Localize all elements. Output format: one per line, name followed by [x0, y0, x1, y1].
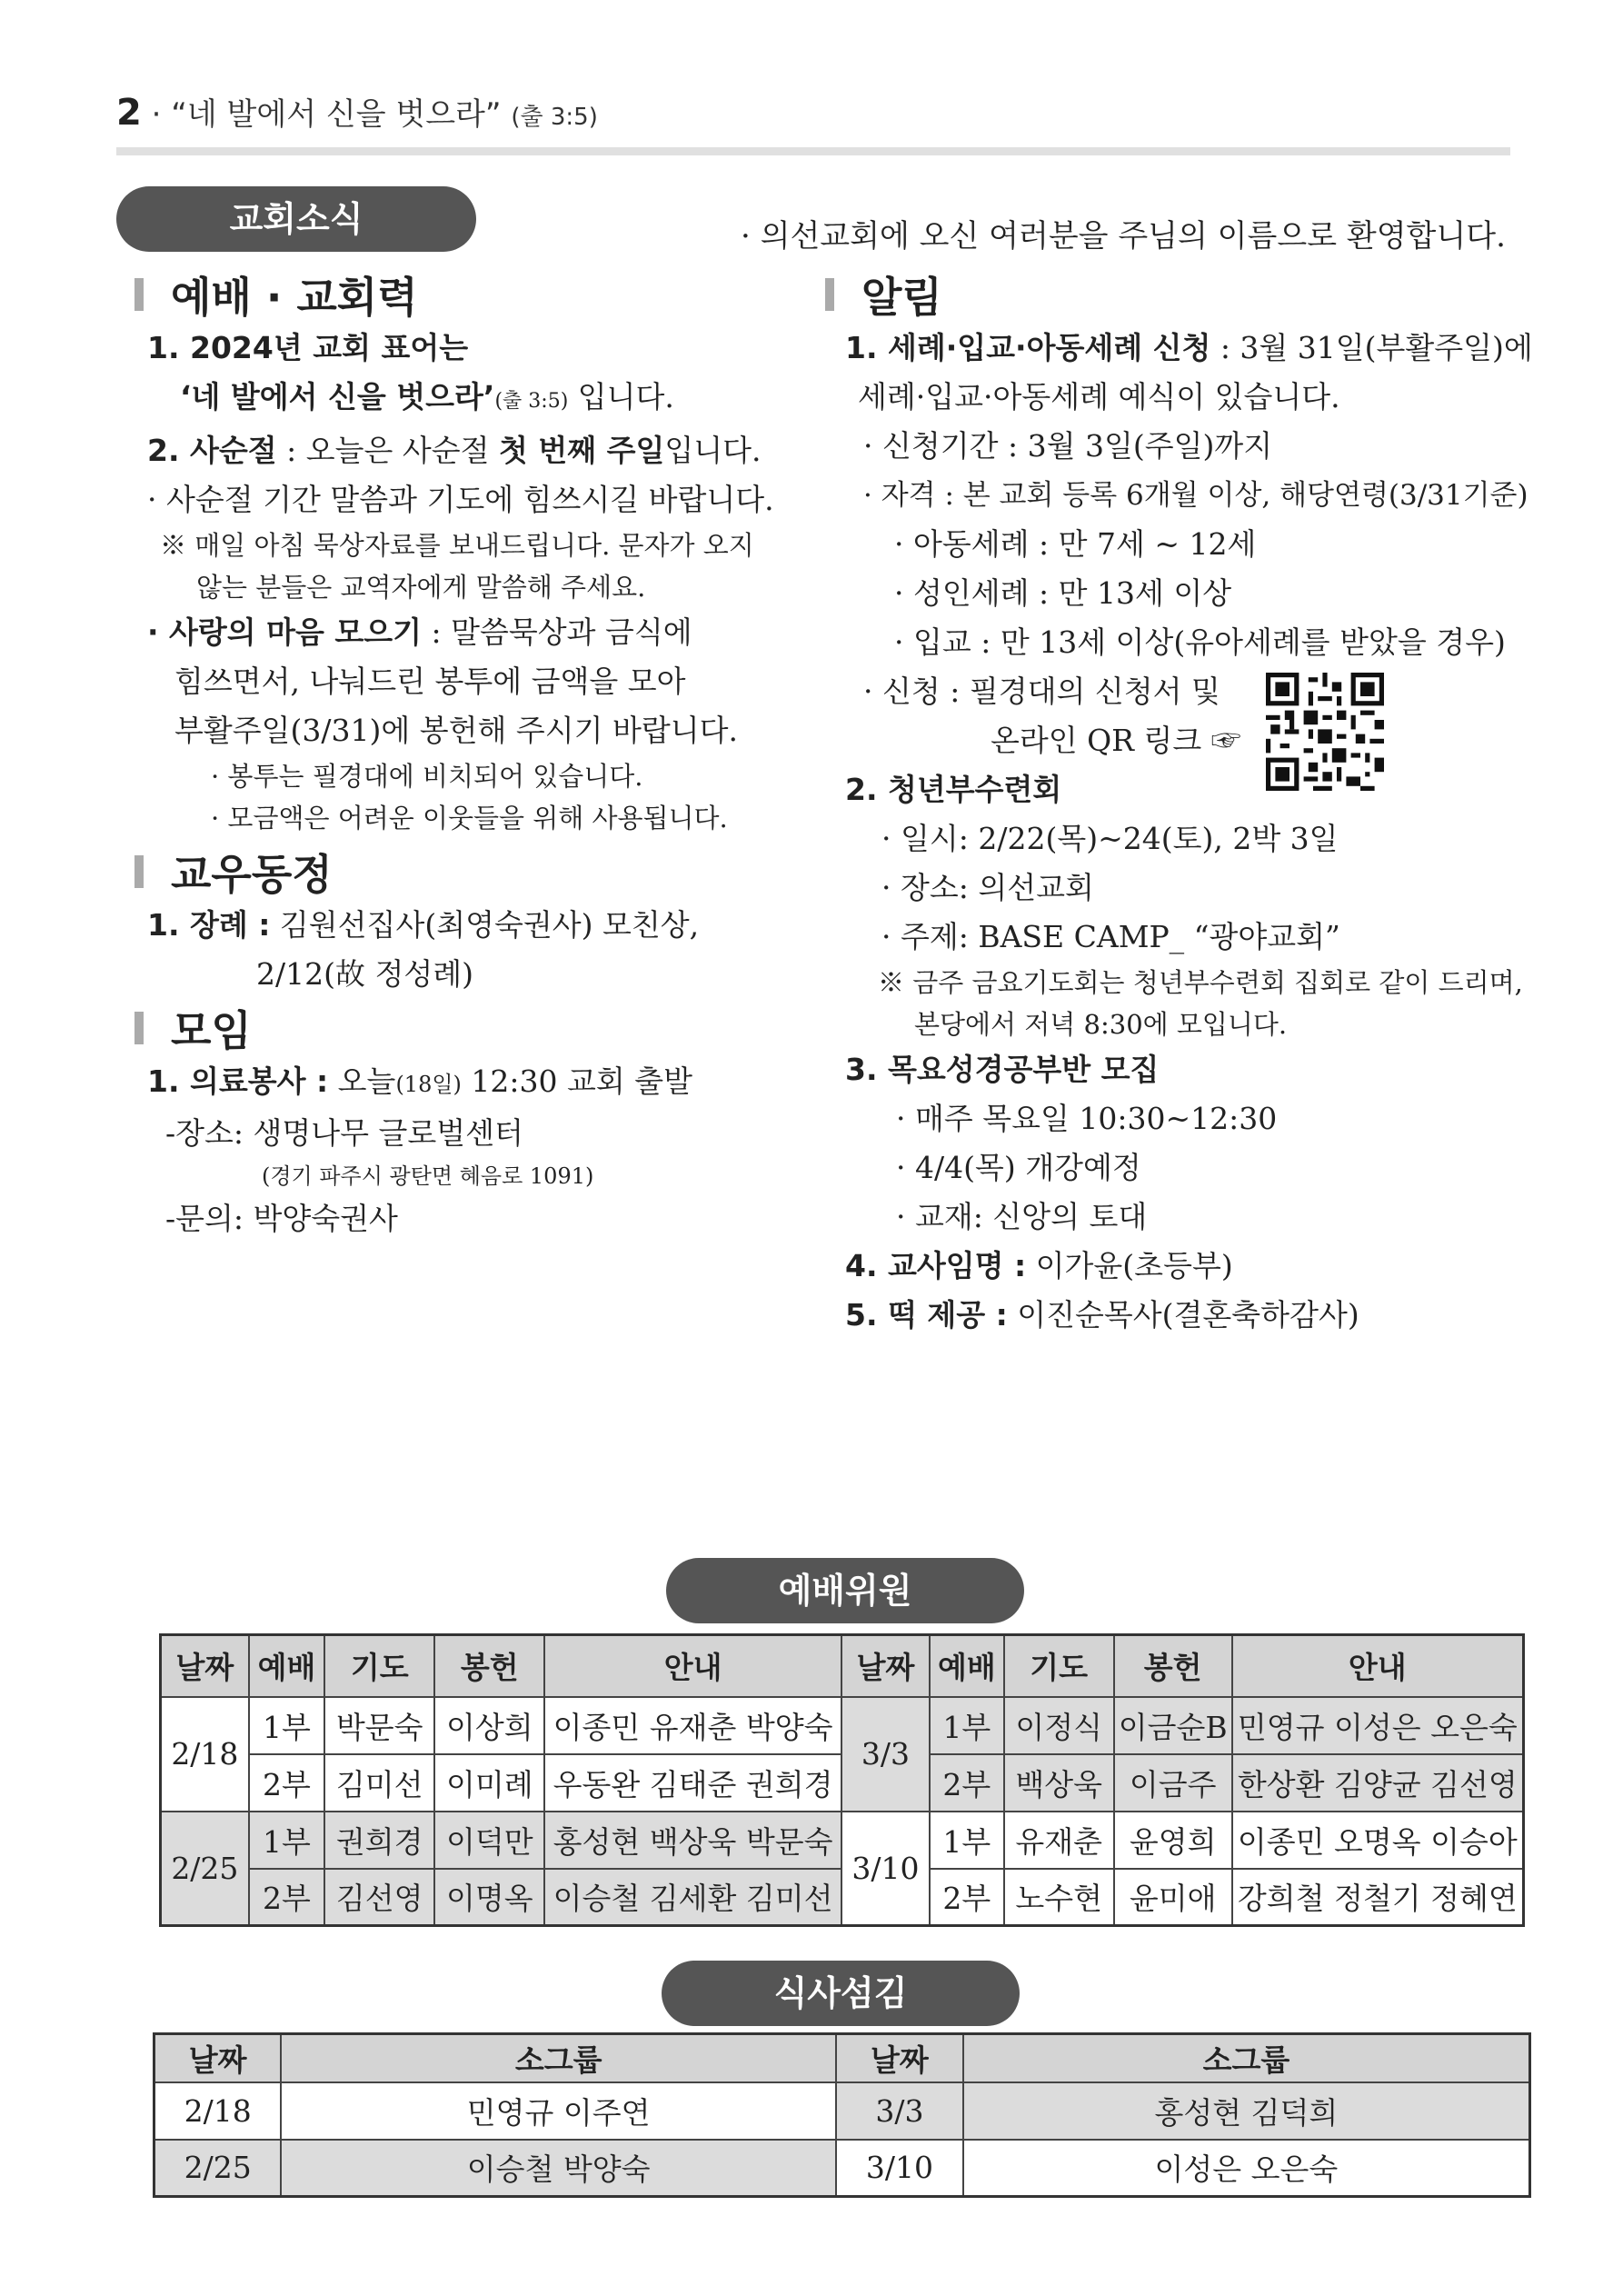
cell: 이성은 오은숙 [963, 2140, 1530, 2197]
cell: 한상환 김양균 김선영 [1232, 1754, 1524, 1812]
page-header [116, 89, 598, 134]
meeting-line: (경기 파주시 광탄면 혜음로 1091) [262, 1163, 594, 1189]
date-cell: 2/25 [154, 2140, 282, 2197]
table-row [161, 1697, 1524, 1754]
notice-line: ※ 금주 금요기도회는 청년부수련회 집회로 같이 드리며, [878, 967, 1523, 998]
notice-line: 4. 교사임명 : 이가윤(초등부) [845, 1248, 1233, 1283]
cell: 1부 [930, 1697, 1004, 1754]
notice-line: · 매주 목요일 10:30~12:30 [896, 1101, 1278, 1136]
worship-line: 힘쓰면서, 나눠드린 봉투에 금액을 모아 [174, 664, 686, 699]
cell: 홍성현 김덕희 [963, 2082, 1530, 2140]
header-cell: 소그룹 [281, 2034, 836, 2082]
notice-line: 세례·입교·아동세례 예식이 있습니다. [858, 379, 1340, 414]
header-cell: 봉헌 [1114, 1635, 1232, 1697]
cell: 박문숙 [324, 1697, 434, 1754]
notice-line: 3. 목요성경공부반 모집 [845, 1052, 1160, 1087]
section-bar [134, 278, 144, 311]
header-cell: 예배 [930, 1635, 1004, 1697]
notice-line: · 성인세례 : 만 13세 이상 [894, 575, 1232, 611]
cell: 이승철 박양숙 [281, 2140, 836, 2197]
section-members [134, 843, 789, 901]
cell: 김선영 [324, 1869, 434, 1926]
table-row [154, 2082, 1530, 2140]
right-column [825, 265, 1552, 1340]
table-row [161, 1812, 1524, 1869]
notice-line: · 교재: 신앙의 토대 [896, 1199, 1148, 1234]
header-cell: 안내 [544, 1635, 841, 1697]
cell: 2부 [930, 1869, 1004, 1926]
cell: 이상희 [434, 1697, 544, 1754]
section-bar [825, 278, 834, 311]
section-title: 예배 · 교회력 [171, 273, 418, 322]
date-cell: 2/18 [161, 1697, 249, 1812]
cell: 윤영희 [1114, 1812, 1232, 1869]
cell: 김미선 [324, 1754, 434, 1812]
section-title: 알림 [861, 273, 942, 322]
notice-line: · 입교 : 만 13세 이상(유아세례를 받았을 경우) [894, 624, 1506, 660]
left-column [134, 265, 789, 1243]
section-title: 모임 [171, 1006, 252, 1055]
worship-line: · 사랑의 마음 모으기 : 말씀묵상과 금식에 [147, 614, 692, 650]
cell: 1부 [249, 1812, 324, 1869]
meal-service-table [153, 2032, 1531, 2198]
section-title: 교우동정 [171, 850, 333, 899]
cell: 강희철 정철기 정혜연 [1232, 1869, 1524, 1926]
header-cell: 봉헌 [434, 1635, 544, 1697]
cell: 권희경 [324, 1812, 434, 1869]
worship-line: 2. 사순절 : 오늘은 사순절 첫 번째 주일입니다. [147, 433, 762, 468]
cell: 유재춘 [1004, 1812, 1114, 1869]
section-worship [134, 265, 789, 324]
page-motto-reference: (출 3:5) [511, 104, 598, 131]
header-divider [116, 147, 1510, 155]
qr-code[interactable] [1266, 673, 1384, 791]
cell: 이덕만 [434, 1812, 544, 1869]
notice-line: · 신청기간 : 3월 3일(주일)까지 [863, 428, 1273, 464]
worship-line: 부활주일(3/31)에 봉헌해 주시기 바랍니다. [174, 713, 738, 748]
cell: 이미례 [434, 1754, 544, 1812]
cell: 민영규 이성은 오은숙 [1232, 1697, 1524, 1754]
notice-line: 본당에서 저녁 8:30에 모입니다. [914, 1009, 1288, 1040]
header-cell: 날짜 [154, 2034, 282, 2082]
notice-line: · 장소: 의선교회 [881, 870, 1094, 905]
qr-link-label: 온라인 QR 링크 ☞ [991, 723, 1241, 758]
section-bar [134, 855, 144, 888]
notice-line: 5. 떡 제공 : 이진순목사(결혼축하감사) [845, 1297, 1359, 1333]
section-notice [825, 265, 1552, 324]
welcome-message: · 의선교회에 오신 여러분을 주님의 이름으로 환영합니다. [741, 218, 1506, 255]
cell: 이종민 오명옥 이승아 [1232, 1812, 1524, 1869]
cell: 1부 [249, 1697, 324, 1754]
cell: 홍성현 백상욱 박문숙 [544, 1812, 841, 1869]
table-header-row [161, 1635, 1524, 1697]
meeting-line: 1. 의료봉사 : 오늘(18일) 12:30 교회 출발 [147, 1063, 692, 1099]
cell: 백상욱 [1004, 1754, 1114, 1812]
church-news-badge: 교회소식 [116, 186, 476, 252]
notice-line: · 주제: BASE CAMP_ “광야교회” [881, 919, 1340, 954]
cell: 민영규 이주연 [281, 2082, 836, 2140]
header-cell: 안내 [1232, 1635, 1524, 1697]
table-row [154, 2140, 1530, 2197]
page-motto: · “네 발에서 신을 벗으라” [151, 96, 502, 133]
cell: 우동완 김태준 권희경 [544, 1754, 841, 1812]
header-cell: 예배 [249, 1635, 324, 1697]
date-cell: 3/10 [836, 2140, 963, 2197]
date-cell: 3/3 [841, 1697, 930, 1812]
meeting-line: -문의: 박양숙권사 [165, 1201, 398, 1236]
cell: 이금순B [1114, 1697, 1232, 1754]
page-number: 2 [116, 92, 142, 134]
worship-line: · 모금액은 어려운 이웃들을 위해 사용됩니다. [211, 803, 728, 834]
notice-line: · 4/4(목) 개강예정 [896, 1150, 1141, 1185]
date-cell: 3/3 [836, 2082, 963, 2140]
notice-line: · 아동세례 : 만 7세 ~ 12세 [894, 526, 1257, 562]
cell: 1부 [930, 1812, 1004, 1869]
section-bar [134, 1012, 144, 1044]
header-cell: 소그룹 [963, 2034, 1530, 2082]
cell: 이승철 김세환 김미선 [544, 1869, 841, 1926]
worship-line: 1. 2024년 교회 표어는 [147, 330, 469, 365]
worship-line: ※ 매일 아침 묵상자료를 보내드립니다. 문자가 오지 [160, 530, 754, 561]
cell: 이금주 [1114, 1754, 1232, 1812]
notice-line: · 신청 : 필경대의 신청서 및 [863, 674, 1220, 709]
notice-line: 2. 청년부수련회 [845, 772, 1062, 807]
date-cell: 3/10 [841, 1812, 930, 1926]
table-header-row [154, 2034, 1530, 2082]
cell: 윤미애 [1114, 1869, 1232, 1926]
date-cell: 2/18 [154, 2082, 282, 2140]
worship-staff-table [159, 1633, 1525, 1927]
section-meeting [134, 999, 789, 1057]
header-cell: 날짜 [836, 2034, 963, 2082]
members-line: 1. 장례 : 김원선집사(최영숙권사) 모친상, [147, 907, 700, 943]
header-cell: 기도 [1004, 1635, 1114, 1697]
worship-line: ‘네 발에서 신을 벗으라’(출 3:5) 입니다. [180, 379, 674, 414]
date-cell: 2/25 [161, 1812, 249, 1926]
worship-line: · 봉투는 필경대에 비치되어 있습니다. [211, 761, 643, 792]
notice-line: 1. 세례·입교·아동세례 신청 : 3월 31일(부활주일)에 [845, 330, 1533, 365]
header-cell: 날짜 [841, 1635, 930, 1697]
cell: 2부 [249, 1754, 324, 1812]
worship-line: 않는 분들은 교역자에게 말씀해 주세요. [196, 572, 646, 603]
cell: 노수현 [1004, 1869, 1114, 1926]
worship-line: · 사순절 기간 말씀과 기도에 힘쓰시길 바랍니다. [147, 482, 774, 517]
cell: 이정식 [1004, 1697, 1114, 1754]
cell: 2부 [930, 1754, 1004, 1812]
worship-staff-badge: 예배위원 [666, 1558, 1024, 1623]
header-cell: 기도 [324, 1635, 434, 1697]
notice-line: · 자격 : 본 교회 등록 6개월 이상, 해당연령(3/31기준) [863, 479, 1528, 512]
members-line: 2/12(故 정성례) [256, 956, 473, 992]
header-cell: 날짜 [161, 1635, 249, 1697]
cell: 이종민 유재춘 박양숙 [544, 1697, 841, 1754]
meeting-line: -장소: 생명나무 글로벌센터 [165, 1115, 523, 1151]
cell: 이명옥 [434, 1869, 544, 1926]
notice-line: · 일시: 2/22(목)~24(토), 2박 3일 [881, 821, 1339, 856]
meal-service-badge: 식사섬김 [662, 1961, 1020, 2026]
cell: 2부 [249, 1869, 324, 1926]
